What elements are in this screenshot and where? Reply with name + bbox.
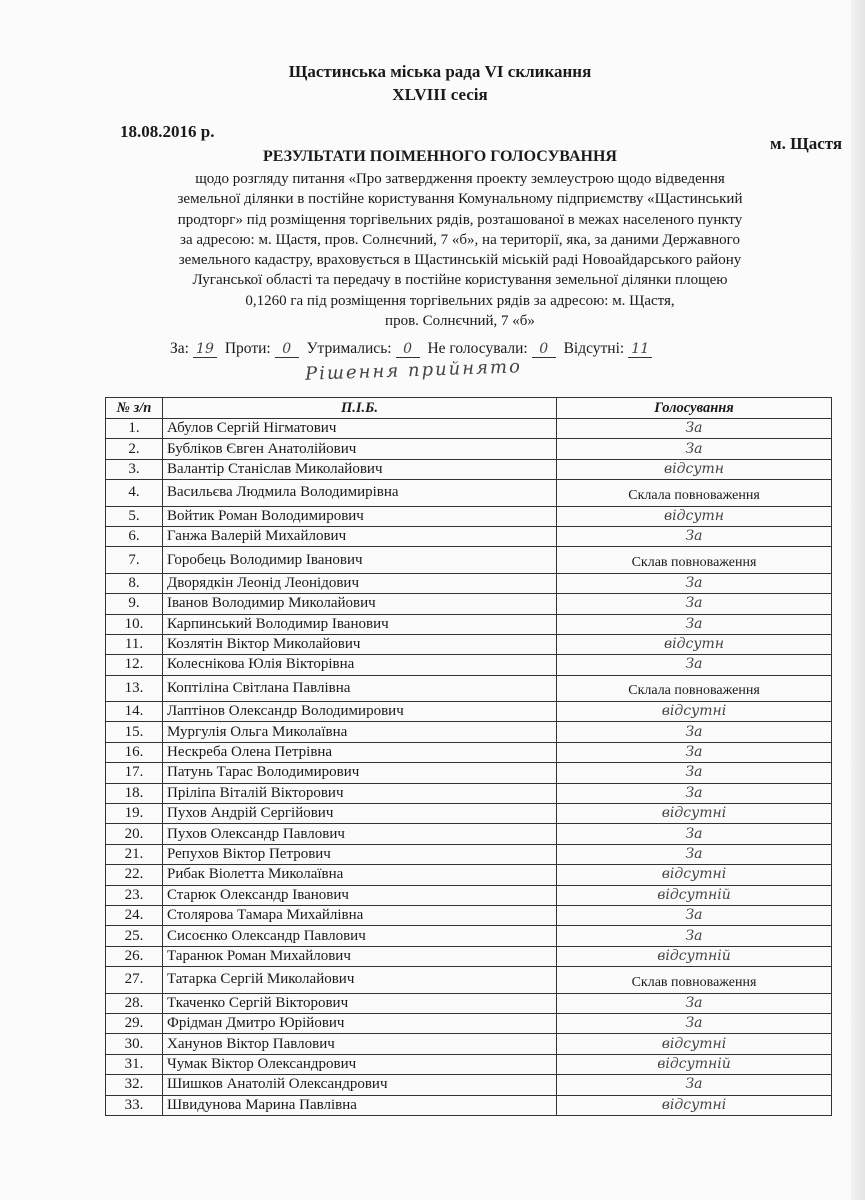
member-name: Репухов Віктор Петрович [163,844,557,864]
table-row [106,675,832,701]
document-date: 18.08.2016 р. [120,122,215,141]
row-number: 28. [106,993,163,1013]
member-name: Пухов Андрій Сергійович [163,804,557,824]
member-name: Пухов Олександр Павлович [163,824,557,844]
abstained-label: Утримались: [306,340,392,357]
row-number: 27. [106,967,163,993]
row-number: 20. [106,824,163,844]
subject-text [100,169,820,331]
row-number: 3. [106,459,163,479]
member-name: Колеснікова Юлія Вікторівна [163,655,557,675]
member-name: Таранюк Роман Михайлович [163,946,557,966]
table-row [106,573,832,593]
table-row [106,946,832,966]
row-number: 12. [106,655,163,675]
vote-value: За [557,573,832,593]
vote-value: відсутній [557,946,832,966]
vote-value: За [557,783,832,803]
member-name: Столярова Тамара Михайлівна [163,905,557,925]
subject-line: земельної ділянки в постійне користування Комунальному підприємству «Щастинський [177,191,743,208]
member-name: Іванов Володимир Миколайович [163,594,557,614]
row-number: 17. [106,763,163,783]
member-name: Лаптінов Олександр Володимирович [163,702,557,722]
member-name: Ханунов Віктор Павлович [163,1034,557,1054]
row-number: 23. [106,885,163,905]
row-number: 18. [106,783,163,803]
table-row [106,993,832,1013]
vote-value: За [557,655,832,675]
for-count: 19 [193,341,217,358]
vote-value: відсутній [557,1054,832,1074]
document-city: м. Щастя [770,134,843,153]
row-number: 21. [106,844,163,864]
table-row [106,1075,832,1095]
subject-line: Луганської області та передачу в постійне користування земельної ділянки площею [192,272,728,289]
row-number: 14. [106,702,163,722]
vote-value: відсутн [557,506,832,526]
table-row [106,547,832,573]
table-row [106,419,832,439]
table-row [106,926,832,946]
row-number: 24. [106,905,163,925]
council-name: Щастинська міська рада VI скликання [288,62,592,81]
table-row [106,702,832,722]
row-number: 32. [106,1075,163,1095]
row-number: 31. [106,1054,163,1074]
vote-value: За [557,993,832,1013]
row-number: 11. [106,634,163,654]
vote-value: відсутні [557,1095,832,1115]
table-row [106,1013,832,1033]
vote-value: За [557,614,832,634]
row-number: 6. [106,526,163,546]
row-number: 25. [106,926,163,946]
member-name: Васильєва Людмила Володимирівна [163,480,557,506]
row-number: 10. [106,614,163,634]
table-row [106,763,832,783]
table-row [106,1034,832,1054]
vote-value: За [557,1013,832,1033]
not-voted-label: Не голосували: [427,340,528,357]
row-number: 19. [106,804,163,824]
vote-counts [170,340,656,358]
vote-value: За [557,844,832,864]
member-name: Ткаченко Сергій Вікторович [163,993,557,1013]
table-header-row [106,398,832,419]
member-name: Ганжа Валерій Михайлович [163,526,557,546]
vote-value: відсутні [557,702,832,722]
member-name: Коптіліна Світлана Павлівна [163,675,557,701]
col-number: № з/п [106,398,163,419]
results-title: РЕЗУЛЬТАТИ ПОІМЕННОГО ГОЛОСУВАННЯ [263,148,617,165]
not-voted-count: 0 [532,341,556,358]
vote-value: відсутні [557,865,832,885]
table-row [106,655,832,675]
row-number: 33. [106,1095,163,1115]
table-row [106,439,832,459]
table-row [106,783,832,803]
table-row [106,865,832,885]
vote-value: За [557,594,832,614]
vote-value: Склала повноваження [557,675,832,701]
row-number: 30. [106,1034,163,1054]
subject-line: земельного кадастру, враховується в Щастинській міській раді Новоайдарського району [178,252,742,269]
for-label: За: [170,340,189,357]
subject-line: пров. Солнєчний, 7 «б» [385,313,535,330]
member-name: Карпинський Володимир Іванович [163,614,557,634]
against-count: 0 [275,341,299,358]
row-number: 16. [106,742,163,762]
vote-value: За [557,439,832,459]
row-number: 15. [106,722,163,742]
member-name: Фрідман Дмитро Юрійович [163,1013,557,1033]
vote-value: За [557,742,832,762]
member-name: Дворядкін Леонід Леонідович [163,573,557,593]
vote-table [105,397,832,1116]
vote-value: Склав повноваження [557,967,832,993]
member-name: Абулов Сергій Нігматович [163,419,557,439]
scan-edge [851,0,865,1200]
vote-value: відсутн [557,634,832,654]
row-number: 29. [106,1013,163,1033]
col-name: П.І.Б. [163,398,557,419]
table-row [106,742,832,762]
member-name: Войтик Роман Володимирович [163,506,557,526]
table-row [106,506,832,526]
table-row [106,634,832,654]
table-row [106,614,832,634]
row-number: 9. [106,594,163,614]
document-heading [80,60,800,106]
member-name: Швидунова Марина Павлівна [163,1095,557,1115]
row-number: 13. [106,675,163,701]
row-number: 4. [106,480,163,506]
session-name: XLVIII сесія [392,85,488,104]
absent-label: Відсутні: [563,340,625,357]
table-row [106,722,832,742]
table-row [106,594,832,614]
vote-value: відсутн [557,459,832,479]
table-row [106,526,832,546]
table-row [106,967,832,993]
member-name: Валантір Станіслав Миколайович [163,459,557,479]
member-name: Сисоєнко Олександр Павлович [163,926,557,946]
table-row [106,1054,832,1074]
vote-value: За [557,824,832,844]
member-name: Бубліков Євген Анатолійович [163,439,557,459]
member-name: Козлятін Віктор Миколайович [163,634,557,654]
subject-line: щодо розгляду питання «Про затвердження проекту землеустрою щодо відведення [195,171,725,187]
member-name: Горобець Володимир Іванович [163,547,557,573]
member-name: Рибак Віолетта Миколаївна [163,865,557,885]
vote-value: За [557,526,832,546]
row-number: 22. [106,865,163,885]
against-label: Проти: [224,340,271,357]
table-row [106,480,832,506]
member-name: Мургулія Ольга Миколаївна [163,722,557,742]
vote-value: відсутні [557,804,832,824]
abstained-count: 0 [396,341,420,358]
row-number: 2. [106,439,163,459]
subject-line: 0,1260 га під розміщення торгівельних рядів за адресою: м. Щастя, [245,292,675,309]
table-row [106,1095,832,1115]
subject-line: продторг» під розміщення торгівельних рядів, розташованої в межах населеного пункту [177,211,743,228]
row-number: 26. [106,946,163,966]
vote-value: За [557,926,832,946]
vote-value: За [557,419,832,439]
table-row [106,844,832,864]
vote-value: Склала повноваження [557,480,832,506]
member-name: Шишков Анатолій Олександрович [163,1075,557,1095]
vote-value: За [557,1075,832,1095]
row-number: 1. [106,419,163,439]
table-row [106,804,832,824]
vote-value: За [557,722,832,742]
row-number: 8. [106,573,163,593]
vote-value: За [557,905,832,925]
member-name: Пріліпа Віталій Вікторович [163,783,557,803]
member-name: Чумак Віктор Олександрович [163,1054,557,1074]
member-name: Нескреба Олена Петрівна [163,742,557,762]
vote-value: відсутні [557,1034,832,1054]
row-number: 5. [106,506,163,526]
table-row [106,459,832,479]
row-number: 7. [106,547,163,573]
vote-value: Склав повноваження [557,547,832,573]
member-name: Старюк Олександр Іванович [163,885,557,905]
absent-count: 11 [628,341,652,358]
member-name: Татарка Сергій Миколайович [163,967,557,993]
table-row [106,824,832,844]
table-row [106,905,832,925]
member-name: Патунь Тарас Володимирович [163,763,557,783]
subject-line: за адресою: м. Щастя, пров. Солнєчний, 7 «б», на території, яка, за даними Державного [180,231,740,248]
table-row [106,885,832,905]
vote-value: За [557,763,832,783]
decision-handwritten: Рішення прийнято [304,356,523,385]
col-vote: Голосування [557,398,832,419]
vote-value: відсутній [557,885,832,905]
